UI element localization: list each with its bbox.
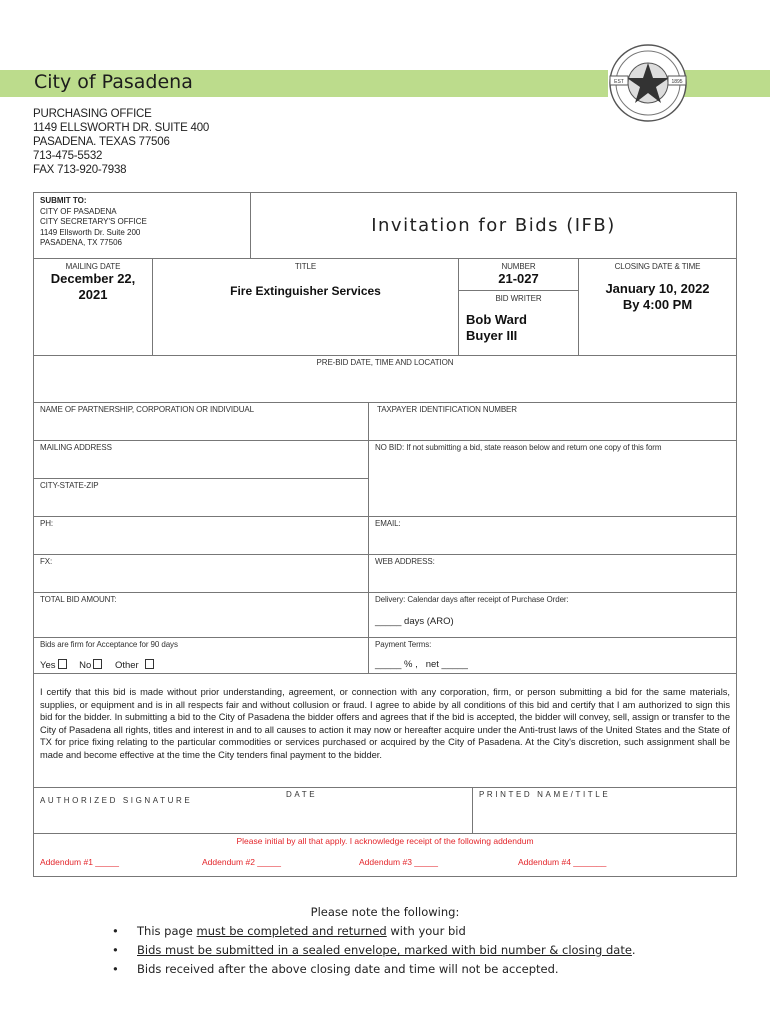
no-bid-field[interactable]: NO BID: If not submitting a bid, state reason below and return one copy of this form (368, 440, 737, 517)
title-value: Fire Extinguisher Services (230, 284, 381, 298)
signature-field[interactable] (33, 787, 473, 834)
address-line: FAX 713-920-7938 (33, 164, 127, 176)
total-bid-field[interactable]: TOTAL BID AMOUNT: (33, 592, 369, 638)
certification-text: I certify that this bid is made without prior understanding, agreement, or connection with any corporation, firm, or person submitting a bid for the same materials, supplies, or equipment and is in all respects fair and without collusion or fraud. I agree to abide by all conditions of this bid and certify that I am authorized to sign this bid for the bidder. In submitting a bid to the City of Pasadena the bidder offers and agrees that if the bid is accepted, the bidder will convey, sell, assign or transfer to the City of Pasadena all rights, titles and interest in and to all causes to action it may now or hereafter acquire under the Anti-trust laws of the United States and the State of TX for price fixing relating to the particular commodities or services purchased or acquired by the City of Pasadena. At the City's discretion, such assignment shall be made and become effective at the time the City tenders final payment to the bidder. (33, 673, 737, 788)
city-state-zip-field[interactable]: CITY-STATE-ZIP (33, 478, 369, 517)
title-cell (152, 258, 459, 356)
other-checkbox[interactable] (145, 659, 154, 669)
notes-list (112, 924, 636, 981)
addendum-4[interactable]: Addendum #4 _______ (518, 857, 607, 867)
prebid-field[interactable]: PRE-BID DATE, TIME AND LOCATION (33, 355, 737, 403)
address-line: 1149 ELLSWORTH DR. SUITE 400 (33, 122, 210, 134)
svg-text:1895: 1895 (671, 79, 683, 85)
submit-heading: SUBMIT TO: (40, 196, 87, 205)
acceptance-label: Bids are firm for Acceptance for 90 days (40, 640, 178, 649)
address-line: PASADENA. TEXAS 77506 (33, 136, 170, 148)
company-name-field[interactable]: NAME OF PARTNERSHIP, CORPORATION OR INDIVIDUAL (33, 402, 369, 441)
addendum-box (33, 833, 737, 877)
bid-writer-cell (458, 290, 579, 356)
address-line: PURCHASING OFFICE (33, 108, 152, 120)
note-underlined: Bids must be submitted in a sealed envelope, marked with bid number & closing date (137, 943, 632, 957)
closing-cell (578, 258, 737, 356)
payment-label: Payment Terms: (375, 640, 432, 649)
phone-field[interactable]: PH: (33, 516, 369, 555)
note-item (112, 962, 636, 976)
web-address-field[interactable]: WEB ADDRESS: (368, 554, 737, 593)
submit-line: PASADENA, TX 77506 (40, 238, 122, 247)
addendum-2[interactable]: Addendum #2 _____ (202, 857, 281, 867)
no-checkbox[interactable] (93, 659, 102, 669)
closing-date: January 10, 2022 (605, 281, 710, 296)
notes-heading: Please note the following: (310, 905, 460, 919)
delivery-field[interactable] (368, 592, 737, 638)
addendum-1[interactable]: Addendum #1 _____ (40, 857, 119, 867)
note-underlined: must be completed and returned (196, 924, 387, 938)
delivery-label: Delivery: Calendar days after receipt of Purchase Order: (375, 595, 569, 604)
number-cell (458, 258, 579, 291)
bid-number-value: 21-027 (498, 271, 539, 286)
mailing-date-value: December 22, 2021 (50, 271, 136, 302)
closing-label: CLOSING DATE & TIME (614, 262, 701, 271)
payment-terms-cell (368, 637, 737, 674)
printed-name-field[interactable]: PRINTED NAME/TITLE (472, 787, 737, 834)
addendum-3[interactable]: Addendum #3 _____ (359, 857, 438, 867)
closing-time: By 4:00 PM (622, 297, 693, 312)
fax-field[interactable]: FX: (33, 554, 369, 593)
submit-line: CITY SECRETARY'S OFFICE (40, 217, 147, 226)
note-text: with your bid (386, 924, 466, 938)
delivery-days[interactable]: _____ days (ARO) (375, 616, 454, 627)
no-label: No (79, 660, 92, 671)
tin-field[interactable]: TAXPAYER IDENTIFICATION NUMBER (368, 402, 737, 441)
number-label: NUMBER (501, 262, 536, 271)
note-text: Bids received after the above closing date and time will not be accepted. (137, 962, 559, 976)
submit-line: 1149 Ellsworth Dr. Suite 200 (40, 227, 141, 237)
note-item (112, 943, 636, 957)
submit-line: CITY OF PASADENA (40, 206, 117, 216)
yes-label: Yes (40, 660, 56, 671)
office-address (33, 107, 209, 177)
signature-label: AUTHORIZED SIGNATURE (40, 796, 193, 805)
mailing-address-field[interactable]: MAILING ADDRESS (33, 440, 369, 479)
email-field[interactable]: EMAIL: (368, 516, 737, 555)
submit-to-box (33, 192, 251, 259)
other-label: Other (114, 660, 139, 671)
address-line: 713-475-5532 (33, 150, 103, 162)
yes-checkbox[interactable] (58, 659, 67, 669)
document-title: Invitation for Bids (IFB) (250, 192, 737, 259)
brand-title: City of Pasadena (34, 71, 193, 93)
payment-terms-input[interactable]: _____ % , net _____ (375, 659, 468, 670)
acceptance-cell (33, 637, 369, 674)
note-item (112, 924, 636, 938)
note-text: . (631, 943, 636, 957)
bid-writer-name: Bob Ward (466, 312, 527, 327)
mailing-date-label: MAILING DATE (65, 262, 121, 271)
date-label: DATE (286, 790, 318, 799)
note-text: This page (137, 924, 197, 938)
city-seal-icon (608, 43, 688, 123)
svg-text:EST: EST (614, 79, 624, 85)
bid-writer-label: BID WRITER (495, 294, 542, 303)
bid-writer-title: Buyer III (466, 328, 518, 343)
title-label: TITLE (294, 262, 317, 271)
mailing-date-cell (33, 258, 153, 356)
addendum-note: Please initial by all that apply. I acknowledge receipt of the following addendum (236, 836, 534, 846)
